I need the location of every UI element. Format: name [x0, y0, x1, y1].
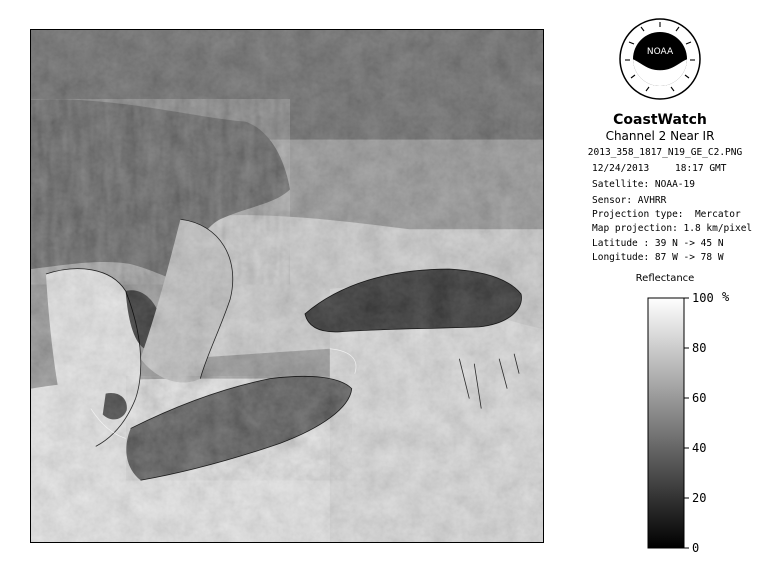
- info-sensor: Sensor: AVHRR: [592, 195, 667, 206]
- info-map-projection: Map projection: 1.8 km/pixel: [592, 223, 753, 234]
- info-latitude: Latitude : 39 N -> 45 N: [592, 238, 724, 249]
- colorbar-tick-label: 80: [692, 341, 707, 355]
- colorbar-tick-label: 60: [692, 391, 707, 405]
- satellite-image: [30, 29, 544, 543]
- info-projection-type: Projection type: Mercator: [592, 209, 741, 220]
- brand-title: CoastWatch: [613, 112, 707, 128]
- info-satellite: Satellite: NOAA-19: [592, 179, 695, 190]
- noaa-center-text: NOAA: [646, 47, 674, 57]
- channel-name: Channel 2 Near IR: [605, 129, 715, 143]
- colorbar-tick-label: 40: [692, 441, 707, 455]
- filename: 2013_358_1817_N19_GE_C2.PNG: [587, 147, 743, 158]
- colorbar: [640, 290, 750, 555]
- colorbar-gradient: [648, 298, 684, 548]
- colorbar-title: Reflectance: [635, 273, 695, 284]
- colorbar-tick-label: 100: [692, 291, 714, 305]
- info-date: 12/24/2013: [592, 163, 650, 174]
- colorbar-tick-label: 20: [692, 491, 707, 505]
- colorbar-unit: %: [722, 290, 730, 304]
- noaa-logo: [619, 18, 701, 100]
- colorbar-tick-label: 0: [692, 541, 700, 555]
- info-longitude: Longitude: 87 W -> 78 W: [592, 252, 724, 263]
- info-time: 18:17 GMT: [675, 163, 727, 174]
